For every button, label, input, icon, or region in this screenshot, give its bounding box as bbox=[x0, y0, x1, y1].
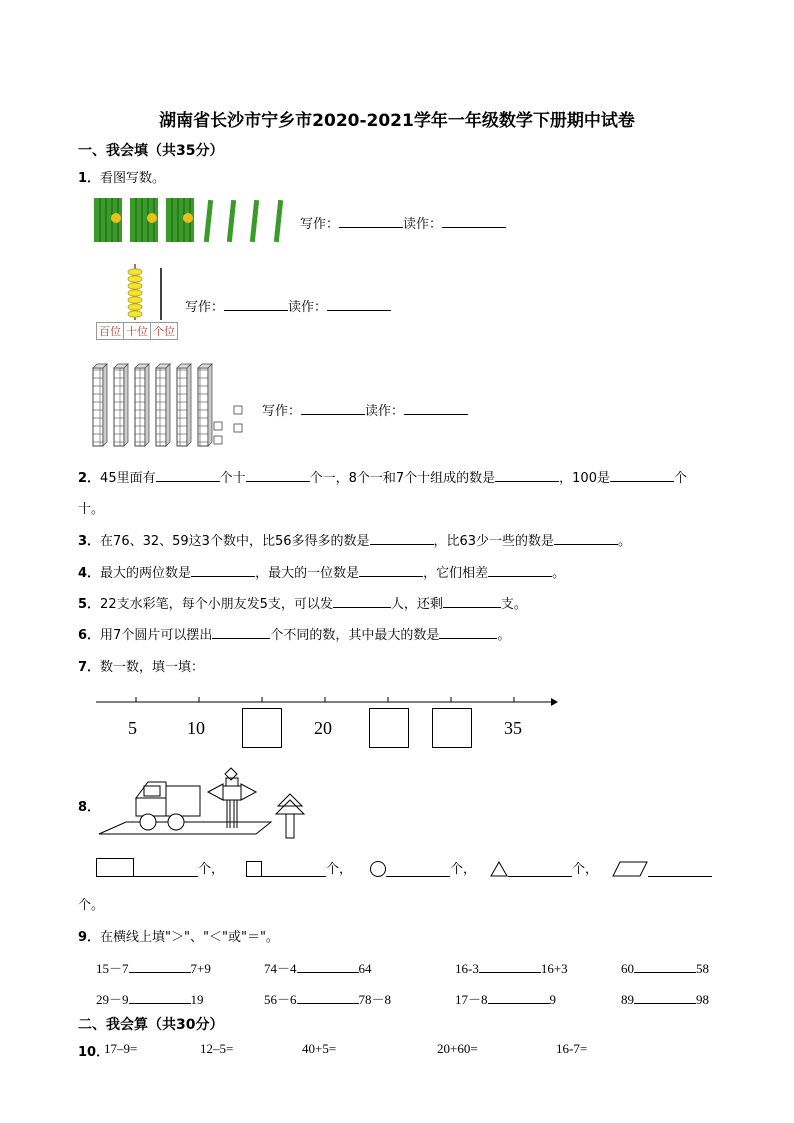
question-9: 9．在横线上填"＞"、"＜"或"＝"。 bbox=[78, 930, 279, 945]
answer-blank[interactable] bbox=[404, 400, 468, 415]
answer-blank[interactable] bbox=[439, 624, 497, 639]
answer-blank[interactable] bbox=[495, 467, 559, 482]
parallelogram-icon bbox=[612, 861, 648, 877]
ten-rods bbox=[93, 364, 212, 446]
question-3: 3．在76、32、59这3个数中，比56多得多的数是 ，比63少一些的数是 。 bbox=[78, 530, 631, 549]
calc-item: 40+5= bbox=[302, 1041, 337, 1056]
single-stick bbox=[274, 200, 283, 242]
answer-blank[interactable] bbox=[327, 296, 391, 311]
answer-blank[interactable] bbox=[297, 989, 359, 1004]
answer-blank[interactable] bbox=[648, 862, 712, 877]
q1c-answer-line: 写作： 读作： bbox=[262, 400, 468, 419]
answer-blank[interactable] bbox=[333, 593, 391, 608]
section-2-heading: 二、我会算（共30分） bbox=[78, 1017, 224, 1033]
page-title: 湖南省长沙市宁乡市2020-2021学年一年级数学下册期中试卷 bbox=[159, 111, 635, 131]
compare-item: 74－4 64 bbox=[264, 958, 372, 977]
question-5: 5．22支水彩笔，每个小朋友发5支，可以发 人，还剩 支。 bbox=[78, 593, 527, 612]
question-text: 看图写数。 bbox=[100, 171, 166, 186]
number-line-label: 10 bbox=[187, 718, 205, 738]
calc-item: 12–5= bbox=[200, 1041, 234, 1056]
calc-item: 20+60= bbox=[437, 1041, 478, 1056]
number-line-label: 5 bbox=[128, 718, 137, 738]
abacus-labels: 百位 十位 个位 bbox=[96, 322, 178, 340]
answer-blank[interactable] bbox=[212, 624, 270, 639]
square-icon bbox=[246, 861, 262, 877]
circle-icon bbox=[370, 861, 386, 877]
rectangle-icon bbox=[96, 858, 134, 877]
robot-shape bbox=[208, 768, 256, 828]
compare-row-2: 29－9 19 bbox=[96, 989, 204, 1008]
answer-blank[interactable] bbox=[129, 989, 191, 1004]
answer-blank[interactable] bbox=[479, 958, 541, 973]
question-8-number: 8． bbox=[78, 800, 101, 815]
abacus-beads bbox=[128, 269, 142, 317]
question-6: 6．用7个圆片可以摆出 个不同的数，其中最大的数是 。 bbox=[78, 624, 510, 643]
answer-blank[interactable] bbox=[262, 862, 326, 877]
answer-blank[interactable] bbox=[634, 989, 696, 1004]
shape-count-row: 个， 个， 个， 个， bbox=[96, 858, 712, 877]
question-10-number: 10． bbox=[78, 1045, 110, 1060]
answer-blank[interactable] bbox=[297, 958, 359, 973]
compare-item: 17－8 9 bbox=[455, 989, 556, 1008]
answer-blank[interactable] bbox=[224, 296, 288, 311]
answer-blank[interactable] bbox=[129, 958, 191, 973]
compare-item: 56－6 78－8 bbox=[264, 989, 391, 1008]
single-stick bbox=[250, 200, 259, 242]
answer-blank[interactable] bbox=[442, 213, 506, 228]
question-4: 4．最大的两位数是 ，最大的一位数是 ，它们相差 。 bbox=[78, 562, 565, 581]
number-line-box[interactable] bbox=[432, 708, 472, 748]
question-2-continued: 十。 bbox=[78, 502, 105, 517]
single-stick bbox=[204, 200, 213, 242]
number-line bbox=[96, 694, 558, 708]
tree-shape bbox=[276, 794, 304, 838]
answer-blank[interactable] bbox=[554, 530, 618, 545]
truck-shape bbox=[136, 782, 200, 830]
bundle-2 bbox=[130, 198, 158, 242]
number-line-box[interactable] bbox=[369, 708, 409, 748]
answer-blank[interactable] bbox=[610, 467, 674, 482]
bundle-3 bbox=[166, 198, 194, 242]
answer-blank[interactable] bbox=[443, 593, 501, 608]
question-7: 7．数一数，填一填： bbox=[78, 660, 205, 675]
compare-item: 89 98 bbox=[621, 989, 709, 1008]
answer-blank[interactable] bbox=[134, 862, 198, 877]
question-number: 1． bbox=[78, 171, 101, 186]
calc-item: 16-7= bbox=[556, 1041, 588, 1056]
question-2: 2．45里面有 个十 个一，8个一和7个十组成的数是 ，100是 个 bbox=[78, 467, 687, 486]
number-line-label: 20 bbox=[314, 718, 332, 738]
answer-blank[interactable] bbox=[488, 989, 550, 1004]
answer-blank[interactable] bbox=[634, 958, 696, 973]
answer-blank[interactable] bbox=[508, 862, 572, 877]
number-line-label: 35 bbox=[504, 718, 522, 738]
answer-blank[interactable] bbox=[488, 562, 552, 577]
answer-blank[interactable] bbox=[339, 213, 403, 228]
shapes-picture bbox=[96, 764, 308, 840]
single-stick bbox=[227, 200, 236, 242]
base-ten-blocks-image bbox=[90, 362, 250, 450]
section-1-heading: 一、我会填（共35分） bbox=[78, 143, 224, 159]
triangle-icon bbox=[490, 861, 508, 877]
stick-bundles-image bbox=[92, 196, 297, 246]
q1a-answer-line: 写作： 读作： bbox=[300, 213, 506, 232]
answer-blank[interactable] bbox=[301, 400, 365, 415]
bundle-1 bbox=[94, 198, 122, 242]
question-8-end: 个。 bbox=[78, 898, 105, 913]
answer-blank[interactable] bbox=[370, 530, 434, 545]
answer-blank[interactable] bbox=[386, 862, 450, 877]
number-line-box[interactable] bbox=[242, 708, 282, 748]
compare-item: 16-3 16+3 bbox=[455, 958, 568, 977]
abacus-image bbox=[96, 262, 176, 320]
answer-blank[interactable] bbox=[191, 562, 255, 577]
calc-item: 17–9= bbox=[104, 1041, 138, 1056]
unit-cubes bbox=[214, 406, 242, 444]
answer-blank[interactable] bbox=[246, 467, 310, 482]
q1b-answer-line: 写作： 读作： bbox=[185, 296, 391, 315]
answer-blank[interactable] bbox=[156, 467, 220, 482]
compare-row-1: 15－7 7+9 bbox=[96, 958, 211, 977]
answer-blank[interactable] bbox=[359, 562, 423, 577]
question-1 bbox=[78, 167, 165, 186]
compare-item: 60 58 bbox=[621, 958, 709, 977]
